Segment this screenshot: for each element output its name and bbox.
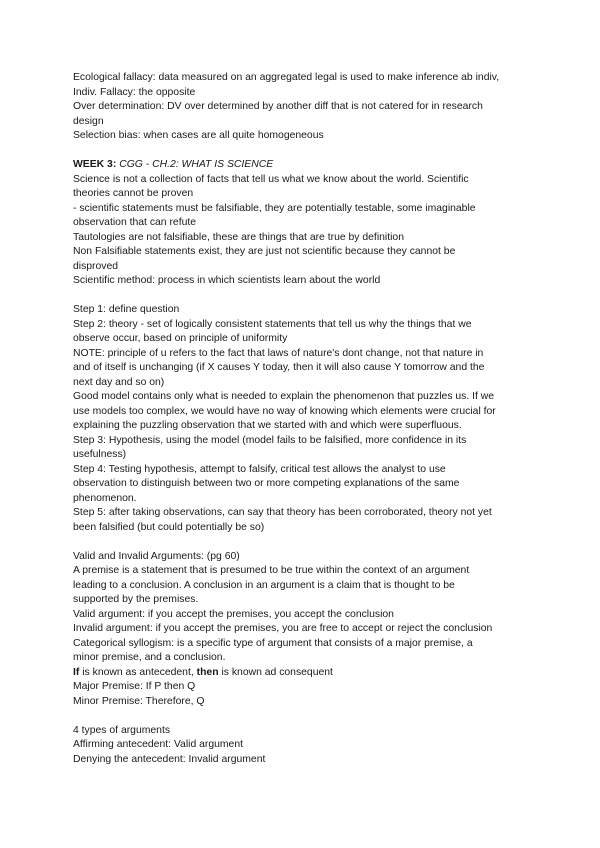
then-keyword: then (196, 666, 219, 678)
paragraph-gap (73, 709, 553, 724)
text-line: NOTE: principle of u refers to the fact that laws of nature's dont change, not that nature in (73, 347, 484, 359)
text-line: Minor Premise: Therefore, Q (73, 695, 205, 707)
text-line: Good model contains only what is needed to explain the phenomenon that puzzles us. If we (73, 391, 495, 402)
text-line: A premise is a statement that is presumed to be true within the context of an argument (73, 565, 470, 576)
if-then-line (73, 666, 553, 681)
text-line: been falsified (but could potentially be so) (73, 521, 265, 533)
week-heading (73, 158, 553, 173)
chapter-title: CGG - CH.2: WHAT IS SCIENCE (119, 159, 274, 170)
text-line: Major Premise: If P then Q (73, 681, 196, 692)
text-line: observe occur, based on principle of uniformity (73, 333, 288, 344)
text-line: observation to distinguish between two or more competing explanations of the same (73, 478, 460, 489)
text-line: design (73, 115, 104, 127)
text-line: Valid argument: if you accept the premises, you accept the conclusion (73, 608, 394, 620)
then-text: is known ad consequent (218, 666, 333, 678)
text-line: observation that can refute (73, 217, 197, 228)
text-line: Non Falsifiable statements exist, they are just not scientific because they cannot be (73, 246, 456, 257)
text-line: Step 4: Testing hypothesis, attempt to falsify, critical test allows the analyst to use (73, 463, 446, 475)
text-line: Step 5: after taking observations, can say that theory has been corroborated, theory not yet (73, 507, 492, 518)
text-line: minor premise, and a conclusion. (73, 652, 226, 663)
text-line: Step 1: define question (73, 304, 180, 315)
document-page (73, 71, 553, 767)
text-line: usefulness) (73, 449, 127, 460)
text-line: Step 2: theory - set of logically consistent statements that tell us why the things that we (73, 318, 472, 330)
text-line: Step 3: Hypothesis, using the model (model fails to be falsified, more confidence in its (73, 434, 467, 446)
paragraph-gap (73, 144, 553, 159)
text-line: disproved (73, 260, 119, 272)
text-line: - scientific statements must be falsifiable, they are potentially testable, some imaginable (73, 202, 476, 214)
text-line: Over determination: DV over determined by another diff that is not catered for in research (73, 101, 483, 112)
text-line: explaining the puzzling observation that we started with and which were superfluous. (73, 420, 462, 431)
text-line: Categorical syllogism: is a specific type of argument that consists of a major premise, a (73, 637, 473, 649)
text-line: theories cannot be proven (73, 188, 194, 199)
paragraph-gap (73, 535, 553, 550)
paragraph-gap (73, 289, 553, 304)
text-line: leading to a conclusion. A conclusion in an argument is a claim that is thought to be (73, 579, 455, 591)
if-text: is known as antecedent, (79, 666, 197, 678)
text-line: phenomenon. (73, 492, 137, 504)
text-line: Selection bias: when cases are all quite homogeneous (73, 130, 324, 141)
text-line: Scientific method: process in which scientists learn about the world (73, 275, 381, 286)
text-line: use models too complex, we would have no way of knowing which elements were crucial for (73, 405, 496, 417)
text-line: Science is not a collection of facts that tell us what we know about the world. Scientific (73, 173, 469, 185)
text-line: Invalid argument: if you accept the premises, you are free to accept or reject the conclusion (73, 623, 493, 634)
week-label: WEEK 3: (73, 159, 117, 170)
if-keyword: If (73, 666, 80, 678)
text-line: Affirming antecedent: Valid argument (73, 739, 244, 750)
text-line: supported by the premises. (73, 594, 199, 605)
text-line: Denying the antecedent: Invalid argument (73, 753, 266, 765)
text-line: Valid and Invalid Arguments: (pg 60) (73, 550, 240, 562)
text-line: Indiv. Fallacy: the opposite (73, 86, 196, 98)
text-line: 4 types of arguments (73, 724, 171, 736)
text-line: next day and so on) (73, 376, 165, 388)
text-line: Tautologies are not falsifiable, these are things that are true by definition (73, 231, 404, 243)
text-line: and of itself is unchanging (if X causes Y today, then it will also cause Y tomorrow and the (73, 362, 485, 373)
text-line: Ecological fallacy: data measured on an aggregated legal is used to make inference ab indiv, (73, 72, 500, 83)
